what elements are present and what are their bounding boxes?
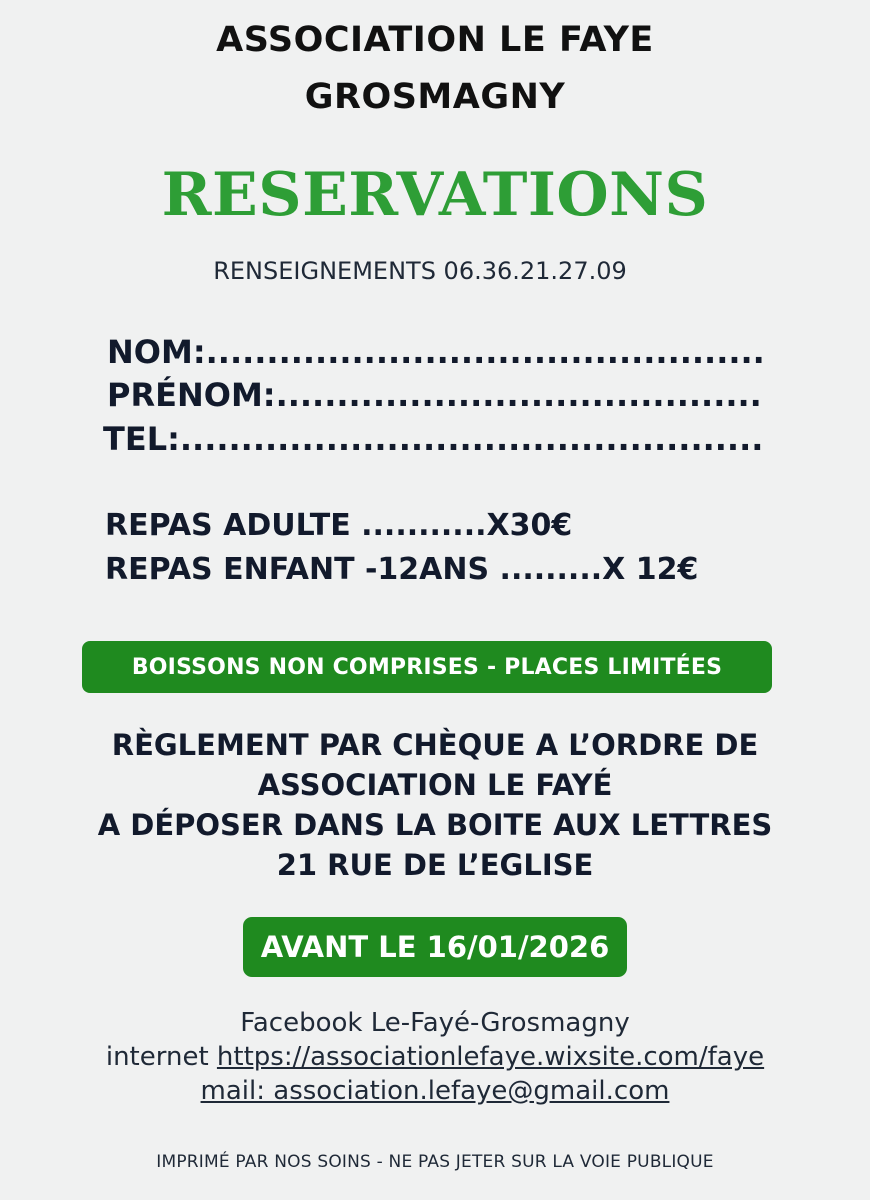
- tel-field: [103, 420, 763, 458]
- payment-line3: A DÉPOSER DANS LA BOITE AUX LETTRES: [97, 808, 773, 842]
- tel-label: TEL:: [103, 420, 180, 458]
- deadline-badge-text: AVANT LE 16/01/2026: [260, 930, 610, 964]
- meal-child-line: REPAS ENFANT -12ANS .........X 12€: [105, 552, 699, 587]
- mail-link[interactable]: mail: association.lefaye@gmail.com: [200, 1076, 670, 1106]
- facebook-line: Facebook Le-Fayé-Grosmagny: [240, 1008, 630, 1038]
- notice-badge: [82, 641, 772, 693]
- prenom-field: [107, 376, 762, 414]
- internet-line: [0, 1040, 870, 1074]
- payment-instructions: [0, 725, 870, 885]
- meal-adult-line: REPAS ADULTE ...........X30€: [105, 508, 573, 543]
- association-name-line2: GROSMAGNY: [304, 77, 566, 117]
- page-title: RESERVATIONS: [161, 160, 709, 230]
- nom-field: [107, 333, 765, 371]
- payment-line2: ASSOCIATION LE FAYÉ: [257, 768, 613, 802]
- internet-label: internet: [105, 1042, 217, 1072]
- deadline-badge: [243, 917, 627, 977]
- notice-badge-text: BOISSONS NON COMPRISES - PLACES LIMITÉES: [131, 654, 723, 680]
- footer-notice: IMPRIMÉ PAR NOS SOINS - NE PAS JETER SUR LA VOIE PUBLIQUE: [156, 1152, 714, 1172]
- association-name-line1: ASSOCIATION LE FAYE: [216, 20, 654, 60]
- contact-info: [0, 1006, 870, 1108]
- nom-label: NOM:: [107, 333, 206, 371]
- tel-dots: ................................................: [179, 420, 764, 458]
- nom-dots: ..............................................: [205, 333, 765, 371]
- prenom-dots: ........................................: [275, 376, 762, 414]
- payment-line4: 21 RUE DE L’EGLISE: [276, 848, 594, 882]
- info-phone-line: RENSEIGNEMENTS 06.36.21.27.09: [213, 257, 627, 285]
- website-link[interactable]: https://associationlefaye.wixsite.com/faye: [216, 1042, 765, 1072]
- prenom-label: PRÉNOM:: [107, 376, 276, 414]
- payment-line1: RÈGLEMENT PAR CHÈQUE A L’ORDRE DE: [111, 728, 759, 762]
